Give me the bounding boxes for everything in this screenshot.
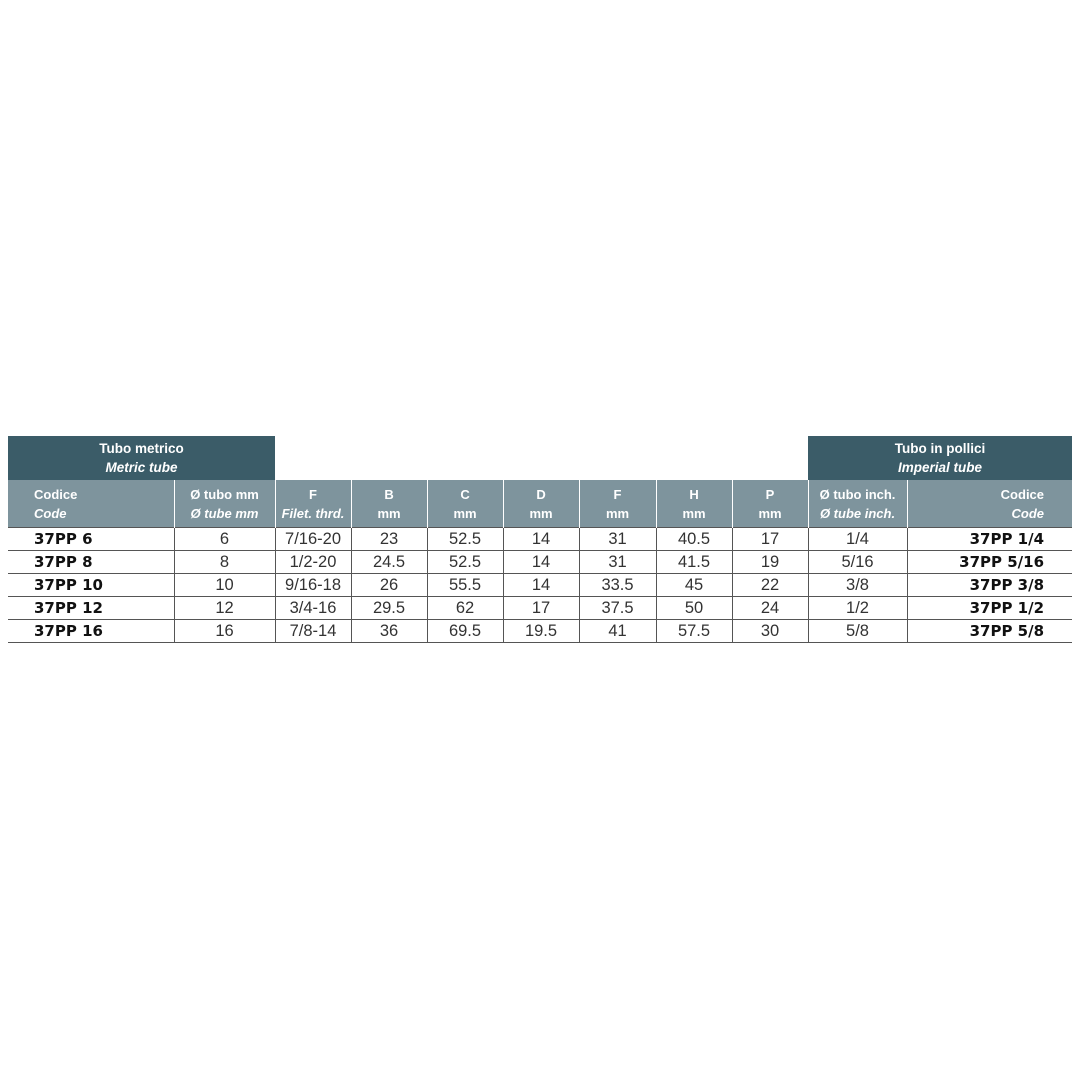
col-header-d (503, 480, 579, 528)
table-row (8, 597, 1072, 620)
p-cell: 22 (732, 574, 808, 597)
thread-cell: 7/16-20 (275, 528, 351, 551)
thread-cell: 1/2-20 (275, 551, 351, 574)
p-cell: 17 (732, 528, 808, 551)
c-cell: 52.5 (427, 551, 503, 574)
h-cell: 41.5 (656, 551, 732, 574)
tube-mm-cell: 6 (174, 528, 275, 551)
col-header-code-imperial (907, 480, 1072, 528)
imperial-tube-group-header (808, 436, 1072, 480)
col-header-line2: mm (605, 505, 630, 521)
d-cell: 14 (503, 528, 579, 551)
metric-code-cell: 37PP 6 (8, 528, 174, 551)
col-header-thread (275, 480, 351, 528)
tube-inch-cell: 3/8 (808, 574, 907, 597)
tube-inch-cell: 1/4 (808, 528, 907, 551)
col-header-line2: Code (34, 505, 67, 521)
f-cell: 31 (579, 528, 656, 551)
f-cell: 33.5 (579, 574, 656, 597)
col-header-line2: Ø tube inch. (819, 505, 896, 521)
tube-inch-cell: 1/2 (808, 597, 907, 620)
col-header-line1: B (384, 486, 394, 502)
col-header-line1: Codice (1000, 486, 1045, 502)
b-cell: 24.5 (351, 551, 427, 574)
col-header-line2: mm (377, 505, 401, 521)
col-header-line2: mm (758, 505, 782, 521)
col-header-f (579, 480, 656, 528)
imperial-code-cell: 37PP 5/16 (907, 551, 1072, 574)
imperial-code-cell: 37PP 3/8 (907, 574, 1072, 597)
thread-cell: 7/8-14 (275, 620, 351, 643)
p-cell: 24 (732, 597, 808, 620)
c-cell: 69.5 (427, 620, 503, 643)
col-header-code-metric (8, 480, 174, 528)
tube-mm-cell: 16 (174, 620, 275, 643)
col-header-b (351, 480, 427, 528)
d-cell: 14 (503, 551, 579, 574)
metric-group-title: Tubo metrico (99, 441, 184, 456)
dimension-table-container (8, 436, 1072, 643)
imperial-code-cell: 37PP 1/2 (907, 597, 1072, 620)
tube-inch-cell: 5/8 (808, 620, 907, 643)
metric-code-cell: 37PP 10 (8, 574, 174, 597)
col-header-line2: mm (453, 505, 477, 521)
h-cell: 45 (656, 574, 732, 597)
col-header-line1: D (536, 486, 546, 502)
b-cell: 26 (351, 574, 427, 597)
imperial-group-title: Tubo in pollici (894, 441, 986, 456)
col-header-c (427, 480, 503, 528)
table-body (8, 528, 1072, 643)
b-cell: 23 (351, 528, 427, 551)
imperial-code-cell: 37PP 5/8 (907, 620, 1072, 643)
h-cell: 40.5 (656, 528, 732, 551)
c-cell: 62 (427, 597, 503, 620)
metric-code-cell: 37PP 16 (8, 620, 174, 643)
c-cell: 55.5 (427, 574, 503, 597)
metric-group-subtitle: Metric tube (105, 460, 178, 475)
col-header-line1: Codice (34, 486, 78, 502)
table-row (8, 551, 1072, 574)
column-header-row (8, 480, 1072, 528)
col-header-tube-mm (174, 480, 275, 528)
f-cell: 37.5 (579, 597, 656, 620)
d-cell: 14 (503, 574, 579, 597)
thread-cell: 3/4-16 (275, 597, 351, 620)
group-header-row (8, 436, 1072, 480)
col-header-line2: mm (682, 505, 706, 521)
col-header-p (732, 480, 808, 528)
col-header-line1: Ø tubo inch. (819, 486, 896, 502)
tube-mm-cell: 8 (174, 551, 275, 574)
imperial-group-subtitle: Imperial tube (898, 460, 983, 475)
metric-code-cell: 37PP 12 (8, 597, 174, 620)
col-header-tube-inch (808, 480, 907, 528)
col-header-line1: Ø tubo mm (190, 486, 259, 502)
col-header-line2: Filet. thrd. (281, 505, 345, 521)
tube-inch-cell: 5/16 (808, 551, 907, 574)
h-cell: 50 (656, 597, 732, 620)
col-header-line2: mm (529, 505, 553, 521)
col-header-line1: C (460, 486, 470, 502)
col-header-line1: H (689, 486, 699, 502)
c-cell: 52.5 (427, 528, 503, 551)
tube-mm-cell: 10 (174, 574, 275, 597)
p-cell: 30 (732, 620, 808, 643)
col-header-line2: Ø tube mm (190, 505, 259, 521)
metric-code-cell: 37PP 8 (8, 551, 174, 574)
thread-cell: 9/16-18 (275, 574, 351, 597)
b-cell: 36 (351, 620, 427, 643)
group-header-spacer (275, 436, 808, 480)
d-cell: 19.5 (503, 620, 579, 643)
col-header-line2: Code (1011, 505, 1045, 521)
f-cell: 31 (579, 551, 656, 574)
table-row (8, 620, 1072, 643)
col-header-h (656, 480, 732, 528)
imperial-code-cell: 37PP 1/4 (907, 528, 1072, 551)
d-cell: 17 (503, 597, 579, 620)
table-row (8, 528, 1072, 551)
f-cell: 41 (579, 620, 656, 643)
table-row (8, 574, 1072, 597)
col-header-line1: F (613, 486, 622, 502)
h-cell: 57.5 (656, 620, 732, 643)
col-header-line1: P (765, 486, 775, 502)
p-cell: 19 (732, 551, 808, 574)
b-cell: 29.5 (351, 597, 427, 620)
col-header-line1: F (309, 486, 317, 502)
tube-mm-cell: 12 (174, 597, 275, 620)
metric-tube-group-header (8, 436, 275, 480)
dimension-table (8, 436, 1072, 643)
